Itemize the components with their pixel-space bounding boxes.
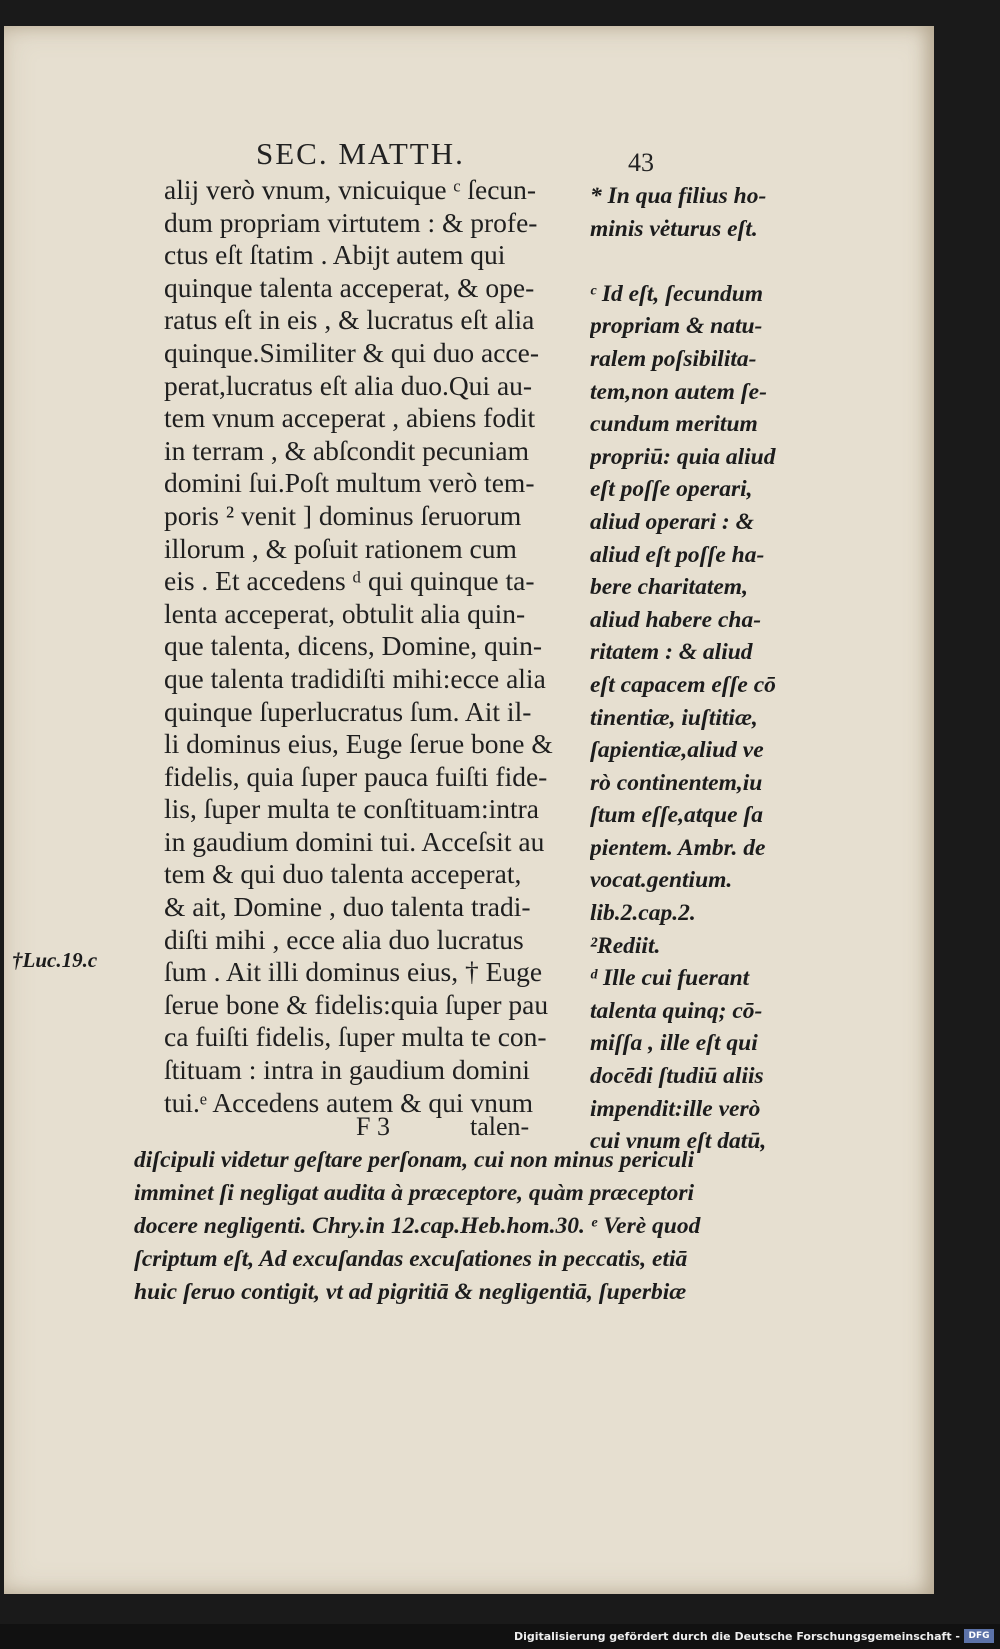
- side-note-line: rò continentem,iu: [590, 769, 763, 796]
- bottom-note-line: ſcriptum eſt, Ad excuſandas excuſationes in peccatis, etiā: [134, 1246, 688, 1272]
- side-note-line: lib.2.cap.2.: [590, 900, 696, 927]
- main-text-line: perat,lucratus eſt alia duo.Qui au-: [164, 369, 533, 401]
- main-text-line: ca fuiſti fidelis, ſuper multa te con-: [164, 1021, 547, 1053]
- side-note-line: talenta quinq; cō-: [590, 997, 763, 1024]
- side-notes-column: [590, 180, 836, 1158]
- side-note-line: ritatem : & aliud: [590, 639, 753, 666]
- side-note-line: aliud operari : &: [590, 508, 754, 535]
- main-text-line: quinque.Similiter & qui duo acce-: [164, 336, 539, 368]
- main-text-line: dum propriam virtutem : & profe-: [164, 206, 538, 238]
- main-text-line: tem vnum acceperat , abiens fodit: [164, 402, 536, 434]
- main-text-line: alij verò vnum, vnicuique ᶜ ſecun-: [164, 174, 537, 205]
- side-note-line: tinentiæ, iuſtitiæ,: [590, 704, 758, 731]
- side-note-line: miſſa , ille eſt qui: [590, 1030, 758, 1057]
- side-note-line: ᵈ Ille cui fuerant: [590, 965, 750, 992]
- main-text-line: tui.ᵉ Accedens autem & qui vnum: [164, 1086, 534, 1118]
- main-text-line: que talenta, dicens, Domine, quin-: [164, 630, 543, 662]
- signature-mark: F 3: [356, 1112, 390, 1141]
- footer-credit: Digitalisierung gefördert durch die Deutsche Forschungsgemeinschaft -: [513, 1630, 960, 1643]
- side-note-line: ²Rediit.: [590, 932, 661, 959]
- main-text-line: tem & qui duo talenta acceperat,: [164, 858, 522, 890]
- main-text-line: & ait, Domine , duo talenta tradi-: [164, 891, 531, 923]
- main-text-line: ſerue bone & fidelis:quia ſuper pau: [164, 988, 549, 1020]
- bottom-notes: [134, 1144, 794, 1309]
- running-head: SEC. MATTH.: [256, 136, 465, 171]
- main-text-line: ſum . Ait illi dominus eius, † Euge: [164, 956, 543, 988]
- page-header: [256, 136, 816, 176]
- main-text-line: lenta acceperat, obtulit alia quin-: [164, 597, 526, 629]
- side-note-line: ſtum eſſe,atque ſa: [590, 802, 763, 829]
- side-note-line: vocat.gentium.: [590, 867, 733, 894]
- side-note-line: cui vnum eſt datū,: [590, 1128, 767, 1155]
- side-note-line: impendit:ille verò: [590, 1095, 761, 1122]
- side-note-line: eſt poſſe operari,: [590, 476, 753, 503]
- main-text-line: illorum , & poſuit rationem cum: [164, 532, 517, 564]
- main-text-line: in gaudium domini tui. Acceſsit au: [164, 825, 545, 857]
- side-note-line: aliud habere cha-: [590, 606, 762, 633]
- main-text-column: [164, 174, 584, 1119]
- page-number: 43: [628, 148, 654, 177]
- catchword: talen-: [470, 1112, 530, 1141]
- side-note-line: * In qua filius ho-: [590, 183, 767, 209]
- main-text-line: domini ſui.Poſt multum verò tem-: [164, 467, 535, 499]
- main-text-line: diſti mihi , ecce alia duo lucratus: [164, 923, 524, 955]
- main-text-line: lis, ſuper multa te conſtituam:intra: [164, 793, 539, 825]
- main-text-line: ſtituam : intra in gaudium domini: [164, 1054, 530, 1086]
- book-page: [4, 26, 934, 1594]
- catchline: [164, 1112, 584, 1144]
- main-text-line: que talenta tradidiſti mihi:ecce alia: [164, 662, 546, 694]
- bottom-note-line: diſcipuli videtur geſtare perſonam, cui non minus periculi: [134, 1147, 695, 1173]
- bottom-note-line: huic ſeruo contigit, vt ad pigritiā & negligentiā, ſuperbiæ: [134, 1279, 687, 1305]
- side-note-line: aliud eſt poſſe ha-: [590, 541, 765, 568]
- digitization-footer: [0, 1624, 1000, 1649]
- bottom-note-line: docere negligenti. Chry.in 12.cap.Heb.hom.30. ᵉ Verè quod: [134, 1213, 701, 1239]
- main-text-line: fidelis, quia ſuper pauca fuiſti fide-: [164, 760, 548, 792]
- side-note-line: docēdi ſtudiū aliis: [590, 1063, 764, 1090]
- side-note-line: ſapientiæ,aliud ve: [590, 737, 764, 764]
- dfg-logo: DFG: [964, 1629, 994, 1643]
- side-note-line: bere charitatem,: [590, 574, 748, 601]
- side-note-line: ralem poſsibilita-: [590, 345, 757, 372]
- main-text-line: poris ² venit ] dominus ſeruorum: [164, 499, 522, 531]
- bottom-note-line: imminet ſi negligat audita à præceptore, quàm præceptori: [134, 1180, 695, 1206]
- side-note-line: [590, 245, 836, 278]
- side-note-line: cundum meritum: [590, 411, 758, 438]
- side-note-line: minis vėturus eſt.: [590, 215, 758, 242]
- main-text-line: in terram , & abſcondit pecuniam: [164, 434, 530, 466]
- side-note-line: tem,non autem ſe-: [590, 378, 767, 405]
- margin-reference: †Luc.19.c: [12, 948, 98, 972]
- side-note-line: pientem. Ambr. de: [590, 834, 766, 861]
- main-text-line: eis . Et accedens ᵈ qui quinque ta-: [164, 565, 535, 597]
- side-note-line: propriam & natu-: [590, 313, 763, 340]
- main-text-line: li dominus eius, Euge ſerue bone &: [164, 728, 553, 760]
- main-text-line: ratus eſt in eis , & lucratus eſt alia: [164, 304, 535, 336]
- side-note-line: propriū: quia aliud: [590, 443, 776, 470]
- main-text-line: quinque ſuperlucratus ſum. Ait il-: [164, 695, 532, 727]
- side-note-line: eſt capacem eſſe cō: [590, 671, 776, 698]
- side-note-line: ᶜ Id eſt, ſecundum: [590, 280, 764, 307]
- main-text-line: ctus eſt ſtatim . Abijt autem qui: [164, 239, 506, 271]
- main-text-line: quinque talenta acceperat, & ope-: [164, 271, 535, 303]
